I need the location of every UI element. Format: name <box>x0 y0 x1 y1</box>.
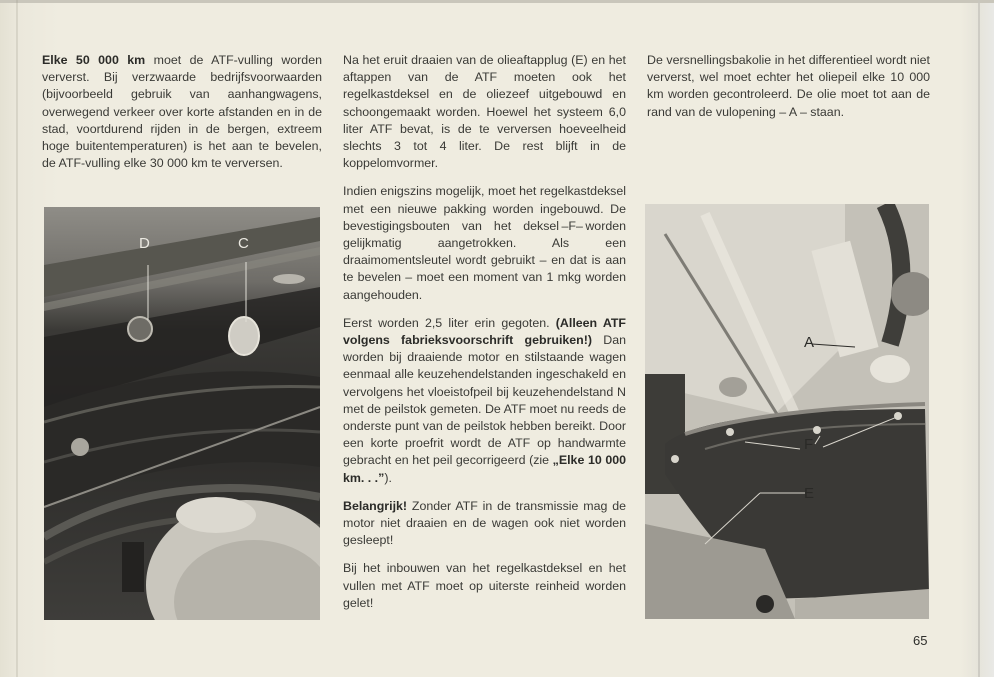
column-1 <box>42 52 322 183</box>
callout-a: A <box>804 334 815 351</box>
page-right-edge <box>978 0 980 677</box>
transmission-illustration <box>645 204 929 619</box>
bold-lead: Elke 50 000 km <box>42 53 146 67</box>
transmission-underside-photo <box>645 204 929 619</box>
paragraph-warning: Belangrijk! Zonder ATF in de transmissie mag de motor niet draaien en de wagen ook niet worden gesleept! <box>343 498 626 548</box>
page-number: 65 <box>913 633 928 648</box>
warning-label: Belangrijk! <box>343 498 408 513</box>
engine-bay-illustration <box>44 207 320 620</box>
paragraph-draining: Na het eruit draaien van de olieaftapplug (E) en het aftappen van de ATF moeten ook het regelkastdeksel en de oliezeef uitgebouwd en schoongemaakt worden. Hoewel het systeem 6,0 liter ATF bevat, is de te verversen hoeveelheid slechts 3 tot 4 liter. De rest blijft in de koppelomvormer. <box>343 53 626 171</box>
column-3 <box>647 52 930 132</box>
callout-d: D <box>139 235 150 252</box>
page-top-edge <box>0 0 994 3</box>
column-2 <box>343 52 626 623</box>
paragraph-atf-interval: Elke 50 000 km moet de ATF-vulling worden ververst. Bij verzwaarde bedrijfsvoorwaarden (bijvoorbeeld gebruik van aanhangwagens, overwegend verkeer over korte afstanden en in de stad, voortdurend rijden in de bergen, extreem hoge buitentemperaturen) is het aan te bevelen, de ATF-vulling elke 30 000 km te verversen. <box>42 53 322 171</box>
callout-e: E <box>804 485 815 502</box>
paragraph-differential-oil: De versnellingsbakolie in het differentieel wordt niet ververst, wel moet echter het oliepeil elke 10 000 km worden gecontroleerd. De olie moet tot aan de rand van de vulopening – A – staan. <box>647 53 930 119</box>
paragraph-filling: Eerst worden 2,5 liter erin gegoten. (Alleen ATF volgens fabrieksvoorschrift gebruiken!) Dan worden bij draaiende motor en stilstaande wagen eenmaal alle keuzehendelstanden ingeschakeld en vervolgens het vloeistofpeil bij keuzehendelstand N met de peilstok gemeten. De ATF moet nu reeds de onderste punt van de peilstok hebben bereikt. Door een korte proefrit wordt de ATF op handwarmte gebracht en het peil gecorrigeerd (zie „Elke 10 000 km. . .”). <box>343 315 627 485</box>
paragraph-gasket: Indien enigszins mogelijk, moet het regelkastdeksel met een nieuwe pakking worden ingebouwd. De bevestigingsbouten van het deksel –F– worden gelijkmatig aangetrokken. Als een draaimomentsleutel wordt gebruikt – en dat is aan te bevelen – moet een moment van 1 mkg worden aangehouden. <box>343 184 626 302</box>
callout-c: C <box>238 235 249 252</box>
callout-f: F <box>804 436 814 453</box>
paragraph-cleanliness: Bij het inbouwen van het regelkastdeksel en het vullen met ATF moet op uiterste reinheid worden gelet! <box>343 561 626 610</box>
engine-bay-photo <box>44 207 320 620</box>
book-spine-shadow <box>16 0 18 677</box>
